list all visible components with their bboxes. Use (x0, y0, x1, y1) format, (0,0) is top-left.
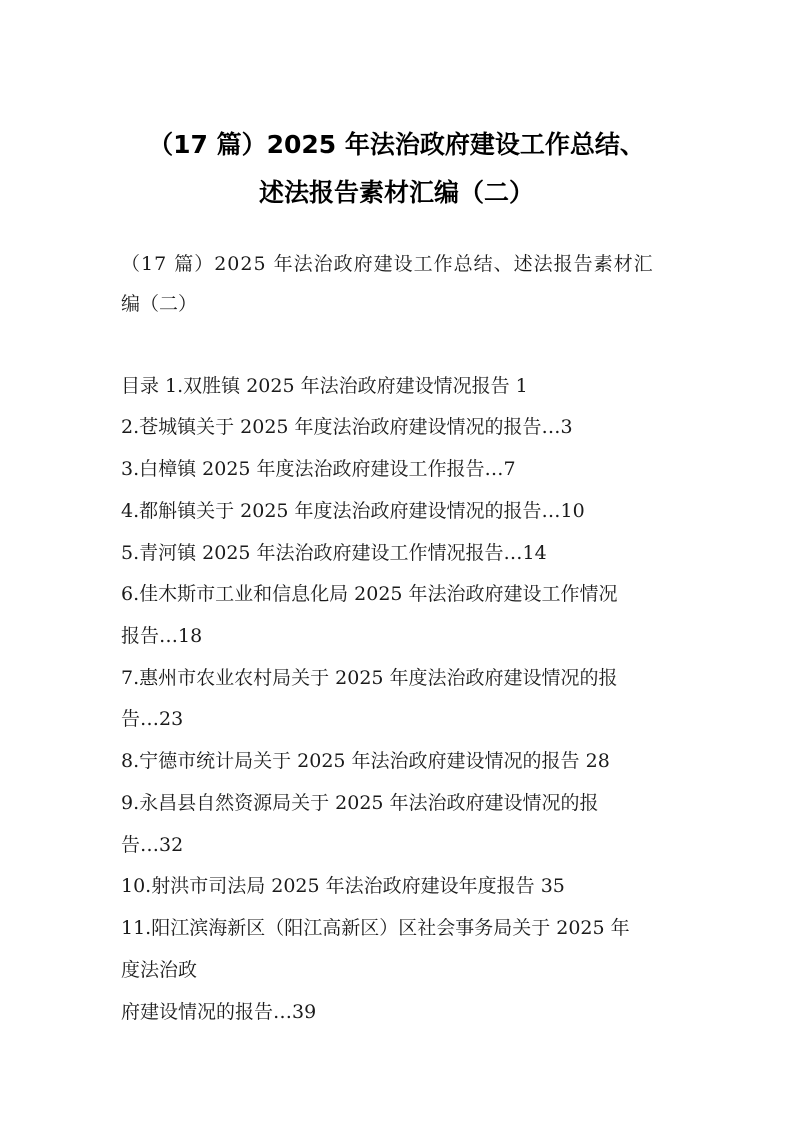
toc-entry-continuation: 告…32 (121, 834, 184, 856)
document-title-line-2: 述法报告素材汇编（二） (258, 178, 534, 207)
toc-entry: 10.射洪市司法局 2025 年法治政府建设年度报告 35 (121, 875, 565, 897)
toc-entry: 3.白樟镇 2025 年度法治政府建设工作报告…7 (121, 458, 516, 480)
toc-entry-continuation: 告…23 (121, 708, 184, 730)
toc-entry-continuation: 报告…18 (121, 625, 203, 647)
toc-entry-continuation: 府建设情况的报告…39 (121, 1001, 317, 1023)
toc-entry: 11.阳江滨海新区（阳江高新区）区社会事务局关于 2025 年 (121, 917, 630, 939)
subtitle-line-1: （17 篇）2025 年法治政府建设工作总结、述法报告素材汇 (121, 253, 654, 275)
toc-entry: 7.惠州市农业农村局关于 2025 年度法治政府建设情况的报 (121, 667, 618, 689)
toc-entry: 5.青河镇 2025 年法治政府建设工作情况报告…14 (121, 542, 547, 564)
toc-entry: 8.宁德市统计局关于 2025 年法治政府建设情况的报告 28 (121, 750, 610, 772)
toc-entry: 目录 1.双胜镇 2025 年法治政府建设情况报告 1 (121, 375, 528, 397)
toc-entry: 2.苍城镇关于 2025 年度法治政府建设情况的报告…3 (121, 416, 573, 438)
toc-entry: 9.永昌县自然资源局关于 2025 年法治政府建设情况的报 (121, 792, 599, 814)
toc-entry: 6.佳木斯市工业和信息化局 2025 年法治政府建设工作情况 (121, 583, 618, 605)
subtitle-line-2: 编（二） (121, 293, 198, 315)
toc-entry: 4.都斛镇关于 2025 年度法治政府建设情况的报告…10 (121, 500, 585, 522)
document-title-line-1: （17 篇）2025 年法治政府建设工作总结、 (148, 130, 645, 159)
toc-entry-continuation: 度法治政 (121, 959, 198, 981)
